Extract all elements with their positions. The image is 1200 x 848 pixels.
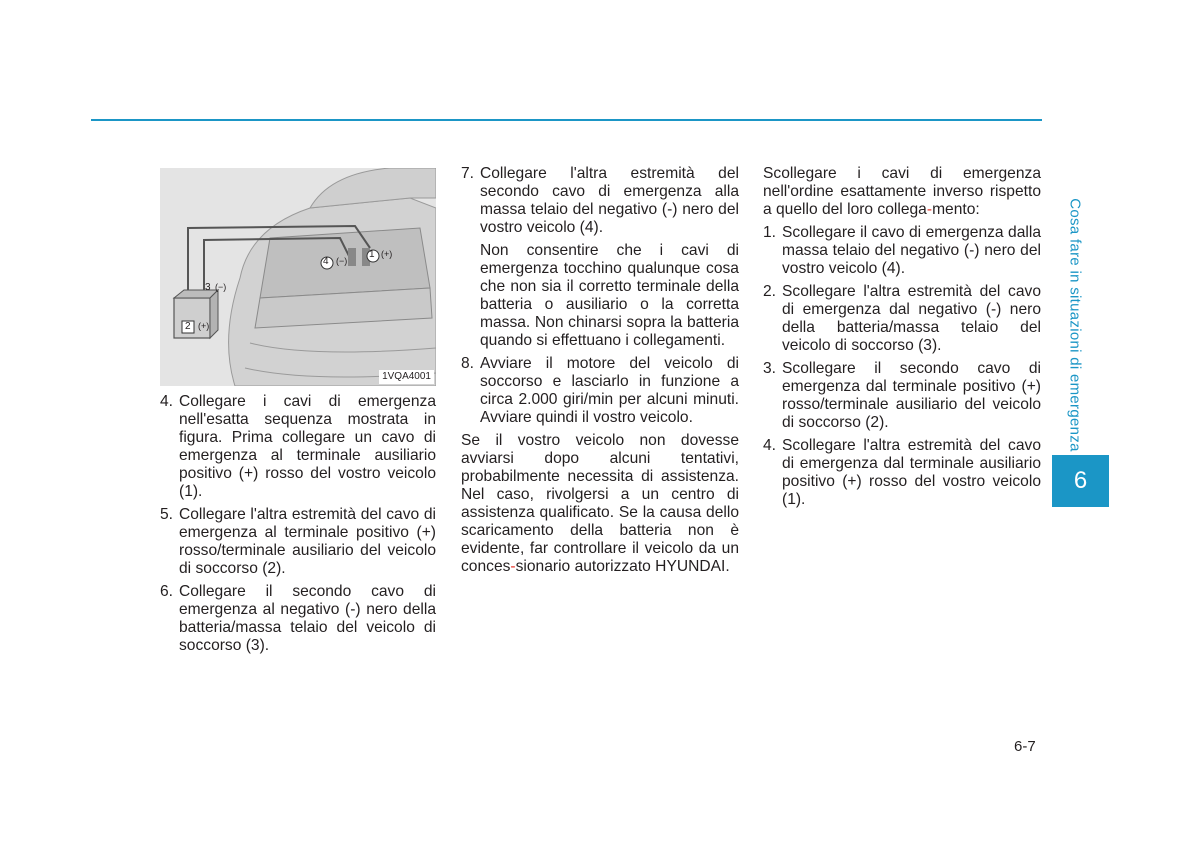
page-number: 6-7: [1014, 738, 1036, 755]
step-8: 8. Avviare il motore del veicolo di soccorso e lasciarlo in funzione a circa 2.000 giri/min per alcuni minuti. Avviare quindi il vostro veicolo.: [461, 355, 739, 426]
section-title-vertical: Cosa fare in situazioni di emergenza: [1066, 198, 1084, 452]
service-paragraph: Se il vostro veicolo non dovesse avviarsi dopo alcuni tentativi, probabilmente necessita di assistenza. Nel caso, rivolgersi a un centro di assistenza qualificato. Se la causa dello scaricamento della batteria non è evidente, far controllare il veicolo da un conces-sionario autorizzato HYUNDAI.: [461, 432, 739, 575]
disconnect-step-4: 4. Scollegare l'altra estremità del cavo di emergenza dal terminale ausiliario positivo (+) rosso del vostro veicolo (1).: [763, 437, 1041, 508]
step-7: 7. Collegare l'altra estremità del secondo cavo di emergenza alla massa telaio del negativo (-) nero del vostro veicolo (4).: [461, 165, 739, 236]
callout-4-sign: (−): [336, 256, 348, 266]
step-4: 4. Collegare i cavi di emergenza nell'esatta sequenza mostrata in figura. Prima collegare un cavo di emergenza al terminale ausiliario positivo (+) rosso del vostro veicolo (1).: [160, 393, 436, 500]
callout-1: 1: [369, 249, 375, 260]
disconnect-step-1: 1. Scollegare il cavo di emergenza dalla massa telaio del negativo (-) nero del vostro veicolo (4).: [763, 224, 1041, 277]
callout-2-sign: (+): [198, 321, 210, 331]
chapter-number-badge: 6: [1052, 455, 1109, 507]
step-6: 6. Collegare il secondo cavo di emergenza al negativo (-) nero della batteria/massa telaio del veicolo di soccorso (3).: [160, 583, 436, 654]
disconnect-step-2: 2. Scollegare l'altra estremità del cavo di emergenza dal negativo (-) nero della batteria/massa telaio del veicolo di soccorso (3).: [763, 283, 1041, 354]
callout-1-sign: (+): [381, 249, 393, 259]
disconnect-step-3: 3. Scollegare il secondo cavo di emergenza dal terminale positivo (+) rosso/terminale ausiliario del veicolo di soccorso (2).: [763, 360, 1041, 431]
callout-2: 2: [185, 321, 191, 332]
callout-3-sign: (−): [215, 282, 227, 292]
column-2: [461, 165, 739, 581]
step-5: 5. Collegare l'altra estremità del cavo di emergenza al terminale positivo (+) rosso/terminale ausiliario del veicolo di soccorso (2).: [160, 506, 436, 577]
jump-start-figure: [160, 168, 436, 386]
header-rule: [91, 119, 1042, 121]
column-3: [763, 165, 1041, 514]
figure-code: 1VQA4001: [379, 370, 434, 384]
column-1: [160, 393, 436, 660]
car-trunk-illustration: [160, 168, 436, 386]
step-7-note: Non consentire che i cavi di emergenza tocchino qualunque cosa che non sia il corretto terminale della batteria o ausiliario o la corretta massa. Non chinarsi sopra la batteria quando si effettuano i collegamenti.: [480, 242, 739, 349]
disconnect-intro: Scollegare i cavi di emergenza nell'ordine esattamente inverso rispetto a quello del loro collega-mento:: [763, 165, 1041, 218]
callout-4: 4: [323, 256, 329, 267]
callout-3: 3: [205, 282, 211, 293]
